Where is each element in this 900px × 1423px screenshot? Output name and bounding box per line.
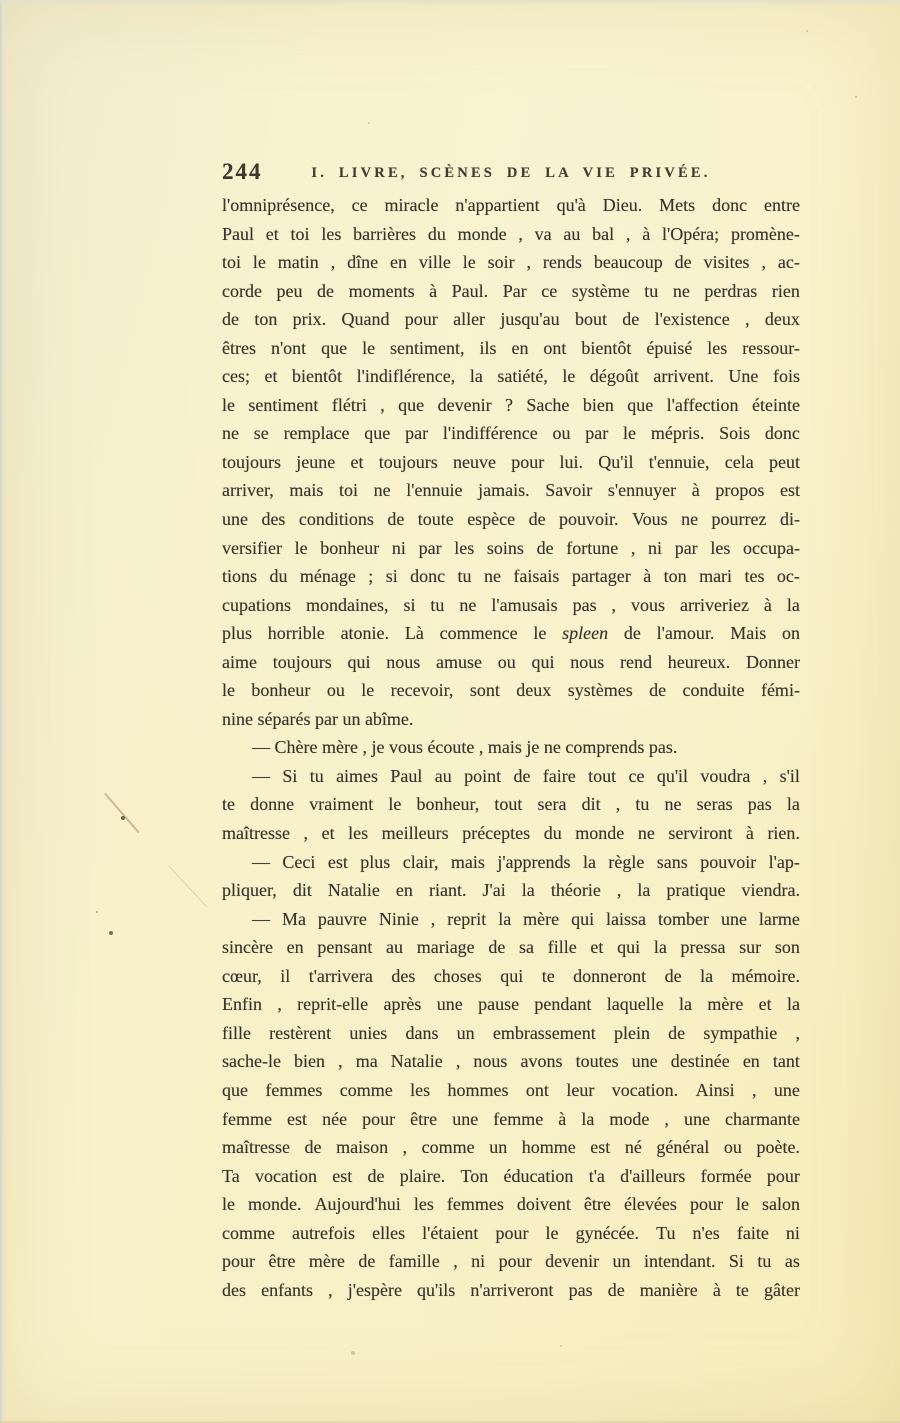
- text-line: êtres n'ont que le sentiment, ils en ont bientôt épuisé les ressour-: [222, 337, 800, 358]
- text-line: — Ma pauvre Ninie , reprit la mère qui laissa tomber une larme: [252, 908, 800, 929]
- running-title: I. LIVRE, SCÈNES DE LA VIE PRIVÉE.: [311, 165, 711, 181]
- text-line: maîtresse , et les meilleurs préceptes du monde ne serviront à rien.: [222, 823, 800, 844]
- text-line: ces; et bientôt l'indiflérence, la satiété, le dégoût arrivent. Une fois: [222, 366, 800, 387]
- text-line: fille restèrent unies dans un embrassement plein de sympathie ,: [222, 1022, 800, 1043]
- text-line: — Chère mère , je vous écoute , mais je ne comprends pas.: [252, 737, 678, 758]
- text-line: cœur, il t'arrivera des choses qui te donneront de la mémoire.: [222, 965, 800, 986]
- text-line: sincère en pensant au mariage de sa fille et qui la pressa sur son: [222, 937, 800, 958]
- text-line: Paul et toi les barrières du monde , va au bal , à l'Opéra; promène-: [222, 223, 800, 244]
- text-line: des enfants , j'espère qu'ils n'arriveront pas de manière à te gâter: [222, 1279, 800, 1300]
- text-line: aime toujours qui nous amuse ou qui nous rend heureux. Donner: [222, 651, 800, 672]
- text-line: cupations mondaines, si tu ne l'amusais pas , vous arriveriez à la: [222, 594, 800, 615]
- text-line: l'omniprésence, ce miracle n'appartient qu'à Dieu. Mets donc entre: [222, 195, 800, 215]
- text-line: ne se remplace que par l'indifférence ou par le mépris. Sois donc: [222, 423, 800, 444]
- text-line: que femmes comme les hommes ont leur vocation. Ainsi , une: [222, 1079, 800, 1100]
- text-line: maîtresse de maison , comme un homme est né général ou poète.: [222, 1137, 800, 1158]
- pencil-scratch: [168, 865, 207, 907]
- text-line: corde peu de moments à Paul. Par ce système tu ne perdras rien: [222, 280, 800, 301]
- text-line: le sentiment flétri , que devenir ? Sache bien que l'affection éteinte: [222, 394, 800, 415]
- text-line: pour être mère de famille , ni pour devenir un intendant. Si tu as: [222, 1251, 800, 1272]
- text-line: une des conditions de toute espèce de pouvoir. Vous ne pourrez di-: [222, 509, 800, 530]
- text-line: arriver, mais toi ne l'ennuie jamais. Savoir s'ennuyer à propos est: [222, 480, 800, 501]
- text-line: sache-le bien , ma Natalie , nous avons toutes une destinée en tant: [222, 1051, 800, 1072]
- text-line: toi le matin , dîne en ville le soir , rends beaucoup de visites , ac-: [222, 252, 800, 273]
- scan-edge-top: [0, 0, 900, 6]
- page-number: 244: [222, 159, 263, 184]
- text-line: comme autrefois elles l'étaient pour le gynécée. Tu n'es faite ni: [222, 1222, 800, 1243]
- text-line: Ta vocation est de plaire. Ton éducation t'a d'ailleurs formée pour: [222, 1165, 800, 1186]
- text-line: le bonheur ou le recevoir, sont deux systèmes de conduite fémi-: [222, 680, 800, 701]
- pencil-scratch: [104, 793, 139, 833]
- text-line: femme est née pour être une femme à la mode , une charmante: [222, 1108, 800, 1129]
- text-block: [222, 191, 800, 1304]
- text-line: tions du ménage ; si donc tu ne faisais partager à ton mari tes oc-: [222, 566, 800, 587]
- text-line: versifier le bonheur ni par les soins de fortune , ni par les occupa-: [222, 537, 800, 558]
- text-line: — Ceci est plus clair, mais j'apprends la règle sans pouvoir l'ap-: [252, 851, 800, 872]
- text-line: le monde. Aujourd'hui les femmes doivent être élevées pour le salon: [222, 1194, 800, 1215]
- text-line: toujours jeune et toujours neuve pour lui. Qu'il t'ennuie, cela peut: [222, 451, 800, 472]
- text-line: — Si tu aimes Paul au point de faire tout ce qu'il voudra , s'il: [252, 765, 800, 786]
- text-line: pliquer, dit Natalie en riant. J'ai la théorie , la pratique viendra.: [222, 880, 800, 901]
- text-line: Enfin , reprit-elle après une pause pendant laquelle la mère et la: [222, 994, 800, 1015]
- text-line: plus horrible atonie. Là commence le spleen de l'amour. Mais on: [222, 623, 800, 644]
- text-line: de ton prix. Quand pour aller jusqu'au bout de l'existence , deux: [222, 309, 800, 330]
- text-line: nine séparés par un abîme.: [222, 708, 414, 729]
- scan-edge-left: [0, 0, 7, 1423]
- paper-specks: [0, 0, 2, 2]
- text-line: te donne vraiment le bonheur, tout sera dit , tu ne seras pas la: [222, 794, 800, 815]
